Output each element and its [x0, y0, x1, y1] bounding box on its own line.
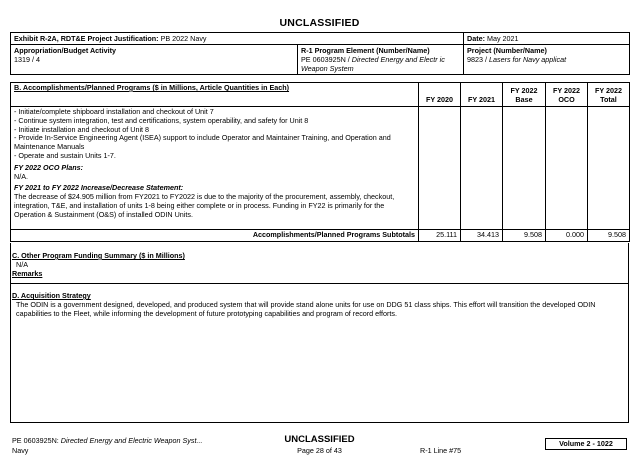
project-value-italic: Lasers for Navy applicat — [488, 55, 567, 64]
subtotal-fy2022-total: 9.508 — [588, 230, 630, 242]
subtotal-fy2022-oco: 0.000 — [546, 230, 588, 242]
col-fy2021: FY 2021 — [461, 83, 503, 107]
volume-box: Volume 2 - 1022 — [545, 438, 627, 450]
bullet-item: - Initiate installation and checkout of Unit 8 — [14, 124, 150, 134]
classification-footer: UNCLASSIFIED — [284, 434, 355, 445]
section-d — [12, 291, 624, 318]
r1-label: R-1 Program Element (Number/Name) — [301, 46, 430, 55]
r1-value-italic: Directed Energy and Electr ic Weapon System — [301, 55, 445, 73]
col-fy2022-oco: FY 2022 OCO — [546, 83, 588, 107]
section-d-title: D. Acquisition Strategy — [12, 291, 91, 300]
subtotal-label: Accomplishments/Planned Programs Subtotals — [11, 230, 419, 242]
exhibit-cell — [11, 33, 464, 45]
accomplishments-table — [10, 82, 630, 242]
footer-r1-line: R-1 Line #75 — [420, 446, 462, 455]
subtotal-fy2021: 34.413 — [461, 230, 503, 242]
section-d-text: The ODIN is a government designed, developed, and produced system that will provide stand alone units for use on DDG 51 class ships. This effort will transition the developed ODIN capabilities to the Fleet, while informing the development of future prototyping capabilities and program of record efforts. — [16, 300, 596, 318]
bullet-item: - Provide In-Service Engineering Agent (ISEA) support to include Operator and Maintainer Training, and Operation and Maintenance Manuals — [14, 133, 391, 152]
r1-value-plain: PE 0603925N / — [301, 55, 350, 64]
header-table — [10, 32, 630, 75]
project-value-plain: 9823 / — [467, 55, 487, 64]
increase-heading: FY 2021 to FY 2022 Increase/Decrease Statement: — [14, 183, 184, 193]
section-b-body — [11, 107, 419, 230]
bullet-item: - Operate and sustain Units 1-7. — [14, 150, 116, 160]
section-divider — [10, 283, 629, 284]
r1-cell — [298, 45, 464, 75]
oco-text: N/A. — [14, 171, 28, 181]
oco-heading: FY 2022 OCO Plans: — [14, 162, 83, 172]
project-cell — [464, 45, 630, 75]
footer-pe-italic: Directed Energy and Electric Weapon Syst... — [60, 436, 203, 445]
project-label: Project (Number/Name) — [467, 46, 547, 55]
date-value: May 2021 — [486, 34, 519, 43]
bullet-item: - Initiate/complete shipboard installation and checkout of Unit 7 — [14, 107, 214, 116]
approp-label: Appropriation/Budget Activity — [14, 46, 116, 55]
col-fy2020: FY 2020 — [419, 83, 461, 107]
approp-value: 1319 / 4 — [14, 55, 40, 64]
col-fy2022-base: FY 2022 Base — [503, 83, 546, 107]
approp-cell — [11, 45, 298, 75]
subtotal-fy2022-base: 9.508 — [503, 230, 546, 242]
increase-text: The decrease of $24.905 million from FY2021 to FY2022 is due to the majority of the procurement, assembly, checkout, integration, T&E, and installation of units 1-8 being either complete or in process. Funding in FY22 is primarily for the Operation & Sustainment (O&S) of installed ODIN Units. — [14, 192, 395, 219]
section-b-title-cell — [11, 83, 419, 107]
exhibit-label: Exhibit R-2A, RDT&E Project Justification: — [14, 34, 159, 43]
date-label: Date: — [467, 34, 485, 43]
date-cell — [464, 33, 630, 45]
col-fy2022-total: FY 2022 Total — [588, 83, 630, 107]
bullet-item: - Continue system integration, test and certifications, system operability, and safety for Unit 8 — [14, 115, 309, 125]
footer-navy: Navy — [12, 446, 29, 455]
footer-pe-plain: PE 0603925N: — [12, 436, 59, 445]
exhibit-value: PB 2022 Navy — [160, 34, 207, 43]
classification-header: UNCLASSIFIED — [279, 17, 360, 29]
remarks-title: Remarks — [12, 269, 43, 278]
section-c — [12, 251, 185, 278]
section-c-title: C. Other Program Funding Summary ($ in Millions) — [12, 251, 185, 260]
subtotal-fy2020: 25.111 — [419, 230, 461, 242]
section-b-title: B. Accomplishments/Planned Programs ($ in Millions, Article Quantities in Each) — [14, 83, 290, 92]
footer-page: Page 28 of 43 — [297, 446, 342, 455]
section-c-value: N/A — [16, 260, 28, 269]
